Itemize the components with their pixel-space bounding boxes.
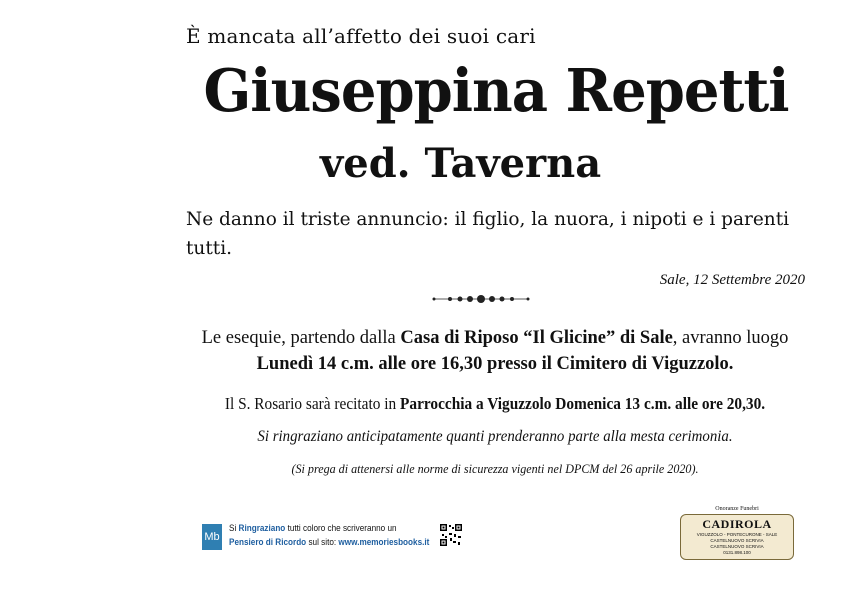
funeral-info (180, 325, 810, 377)
mb-line2-a: Pensiero di Ricordo (229, 537, 307, 548)
funeral-home-line1: VIGUZZOLO - PONTECURONE - SALE (696, 532, 778, 537)
mb-line2-b: sul sito: (306, 537, 339, 548)
funeral-datetime: Lunedì 14 c.m. alle ore 16,30 presso il Cimitero di Viguzzolo. (256, 354, 734, 374)
rosary-text: Il S. Rosario sarà recitato in (224, 394, 401, 413)
mb-line1-a: Si (229, 523, 239, 534)
funeral-home-line3: CASTELNUOVO SCRIVIA (710, 544, 764, 549)
widow-of: ved. Taverna (320, 140, 602, 187)
funeral-home-line2: CASTELNUOVO SCRIVIA (710, 538, 764, 543)
qr-code-icon[interactable] (440, 524, 462, 546)
funeral-home-scroll (680, 514, 794, 560)
funeral-home-top: Onoranze Funebri (715, 506, 759, 512)
ornament-divider (432, 292, 530, 306)
thanks-text: Si ringraziano anticipatamente quanti prenderanno parte alla mesta cerimonia. (257, 428, 733, 445)
funeral-home-logo (676, 506, 798, 562)
memoriesbooks-logo: Mb (202, 524, 222, 550)
funeral-location: Casa di Riposo “Il Glicine” di Sale (400, 328, 673, 348)
rosary-details: Parrocchia a Viguzzolo Domenica 13 c.m. alle ore 20,30. (400, 394, 766, 413)
rosary-info (174, 394, 816, 414)
funeral-home-phone: 0131.898.100 (723, 550, 751, 555)
announcement: Ne danno il triste annuncio: il figlio, la nuora, i nipoti e i parenti tutti. (186, 209, 790, 259)
funeral-text-2: , avranno luogo (672, 328, 789, 348)
place-date: Sale, 12 Settembre 2020 (659, 272, 805, 288)
funeral-home-name: CADIROLA (702, 517, 772, 531)
funeral-text-1: Le esequie, partendo dalla (201, 328, 401, 348)
intro-text: È mancata all’affetto dei suoi cari (186, 24, 536, 48)
memoriesbooks-note (229, 522, 430, 550)
mb-site-link[interactable]: www.memoriesbooks.it (338, 537, 430, 548)
mb-line1-b: Ringraziano (238, 523, 286, 534)
mb-line1-c: tutti coloro che scriveranno un (285, 523, 397, 534)
deceased-name: Giuseppina Repetti (203, 56, 789, 126)
dpcm-note: (Si prega di attenersi alle norme di sicurezza vigenti nel DPCM del 26 aprile 2020). (291, 461, 699, 476)
